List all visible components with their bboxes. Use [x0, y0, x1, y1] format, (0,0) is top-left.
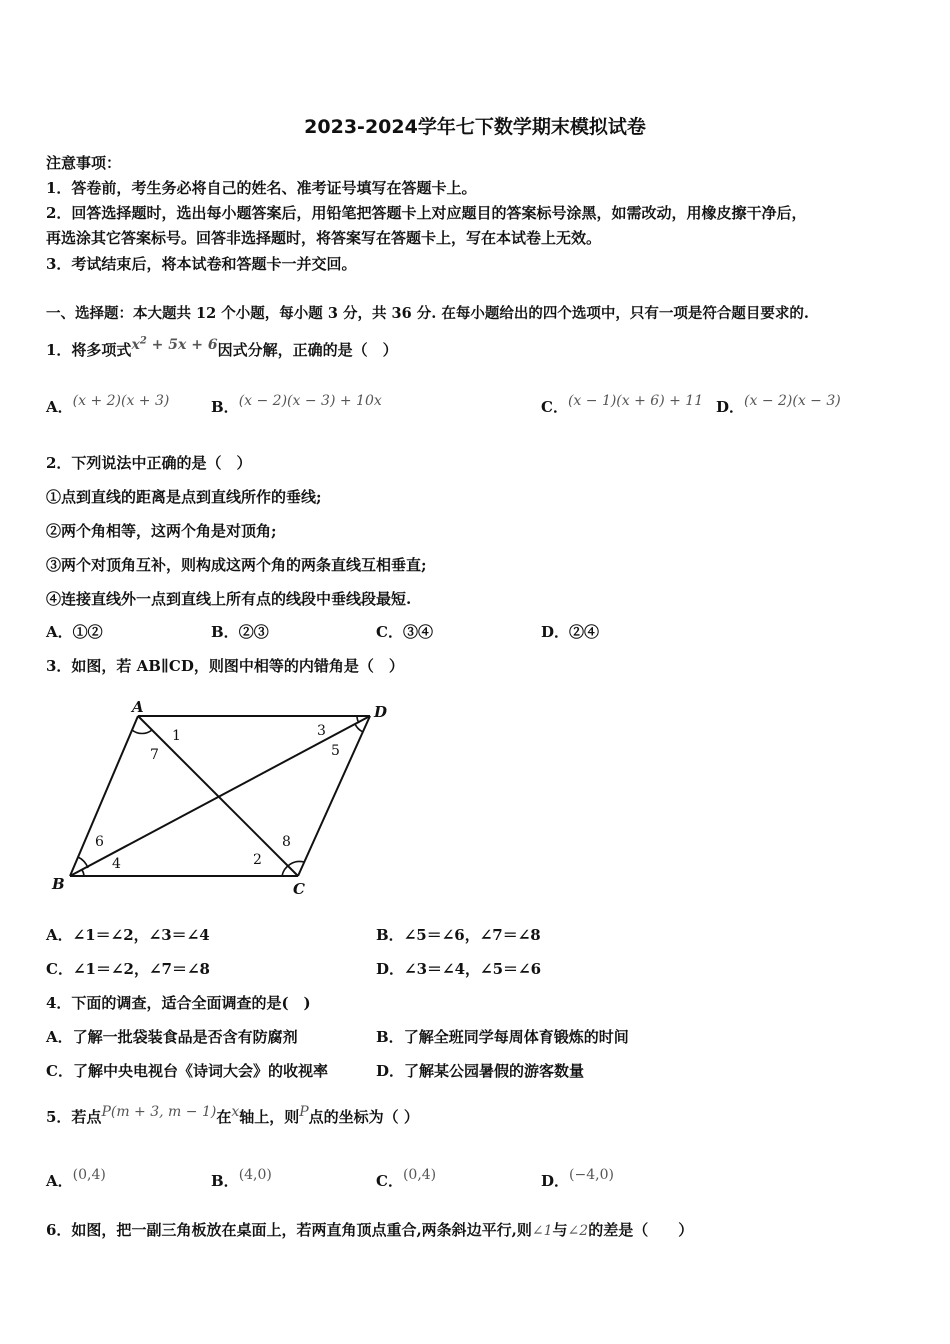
notice-item: 再选涂其它答案标号。回答非选择题时，将答案写在答题卡上，写在本试卷上无效。 [46, 229, 602, 247]
q2-statement: ③两个对顶角互补，则构成这两个角的两条直线互相垂直; [46, 556, 427, 574]
angle-label-8: 8 [282, 834, 291, 850]
angle-label-1: 1 [172, 728, 181, 744]
angle-label-4: 4 [112, 856, 121, 872]
question-3-stem: 3．如图，若 AB∥CD，则图中相等的内错角是（ ） [46, 657, 404, 675]
q2-statement: ④连接直线外一点到直线上所有点的线段中垂线段最短. [46, 590, 412, 608]
q2-option-c[interactable]: C．③④ [376, 623, 433, 641]
vertex-label-d: D [374, 703, 388, 721]
q5-point-math: P(m + 3, m − 1) [101, 1104, 217, 1120]
q3-parallelogram-figure [40, 694, 400, 904]
question-2-stem: 2．下列说法中正确的是（ ） [46, 454, 252, 472]
q2-option-a[interactable]: A．①② [46, 623, 103, 641]
vertex-label-c: C [293, 880, 305, 898]
q1-post: 因式分解，正确的是（ ） [217, 341, 398, 359]
q3-option-a[interactable]: A．∠1＝∠2，∠3＝∠4 [46, 926, 210, 944]
q5-option-c[interactable]: C．(0,4) [376, 1167, 437, 1190]
q2-statement: ②两个角相等，这两个角是对顶角; [46, 522, 277, 540]
segment-dc [298, 716, 370, 876]
vertex-label-b: B [52, 875, 65, 893]
angle-label-3: 3 [317, 723, 326, 739]
angle-label-2: 2 [253, 852, 262, 868]
q4-option-b[interactable]: B．了解全班同学每周体育锻炼的时间 [376, 1028, 629, 1046]
q3-option-b[interactable]: B．∠5＝∠6，∠7＝∠8 [376, 926, 541, 944]
q1-option-d[interactable]: D．(x − 2)(x − 3) [716, 393, 841, 416]
q4-option-a[interactable]: A．了解一批袋装食品是否含有防腐剂 [46, 1028, 298, 1046]
angle-label-7: 7 [150, 747, 159, 763]
q5-option-b[interactable]: B．(4,0) [211, 1167, 272, 1190]
q4-option-c[interactable]: C．了解中央电视台《诗词大会》的收视率 [46, 1062, 328, 1080]
q1-option-c[interactable]: C．(x − 1)(x + 6) + 11 [541, 393, 704, 416]
segment-ab [70, 716, 138, 876]
angle-label-5: 5 [331, 743, 340, 759]
q1-math: $x^2 + 5x + 6$ [131, 335, 218, 353]
q1-option-a[interactable]: A．(x + 2)(x + 3) [46, 393, 170, 416]
page-title: 2023-2024学年七下数学期末模拟试卷 [304, 116, 646, 138]
section-header: 一、选择题：本大题共 12 个小题，每小题 3 分，共 36 分. 在每小题给出的四个选项中，只有一项是符合题目要求的. [46, 305, 809, 322]
question-4-stem: 4．下面的调查，适合全面调查的是( ) [46, 994, 311, 1012]
question-6-stem: 6．如图，把一副三角板放在桌面上，若两直角顶点重合,两条斜边平行,则∠1与∠2的差是（ ） [46, 1221, 694, 1239]
question-1-stem [46, 335, 398, 360]
diagonal-bd [70, 716, 370, 876]
notice-item: 3．考试结束后，将本试卷和答题卡一并交回。 [46, 255, 357, 273]
q3-option-d[interactable]: D．∠3＝∠4，∠5＝∠6 [376, 960, 542, 978]
q2-option-d[interactable]: D．②④ [541, 623, 600, 641]
question-5-stem: 5．若点P(m + 3, m − 1)在x轴上，则P点的坐标为（ ） [46, 1104, 419, 1126]
q2-statement: ①点到直线的距离是点到直线所作的垂线; [46, 488, 322, 506]
notice-item: 2．回答选择题时，选出每小题答案后，用铅笔把答题卡上对应题目的答案标号涂黑，如需改动，用橡皮擦干净后， [46, 204, 807, 222]
q2-option-b[interactable]: B．②③ [211, 623, 269, 641]
angle-label-6: 6 [95, 834, 104, 850]
notice-item: 1．答卷前，考生务必将自己的姓名、准考证号填写在答题卡上。 [46, 179, 477, 197]
vertex-label-a: A [132, 698, 144, 716]
q5-option-a[interactable]: A．(0,4) [46, 1167, 106, 1190]
q1-pre: 1．将多项式 [46, 341, 132, 359]
notice-heading: 注意事项： [46, 154, 122, 172]
q5-option-d[interactable]: D．(−4,0) [541, 1167, 614, 1190]
q4-option-d[interactable]: D．了解某公园暑假的游客数量 [376, 1062, 585, 1080]
q3-option-c[interactable]: C．∠1＝∠2，∠7＝∠8 [46, 960, 210, 978]
q1-option-b[interactable]: B．(x − 2)(x − 3) + 10x [211, 393, 382, 416]
